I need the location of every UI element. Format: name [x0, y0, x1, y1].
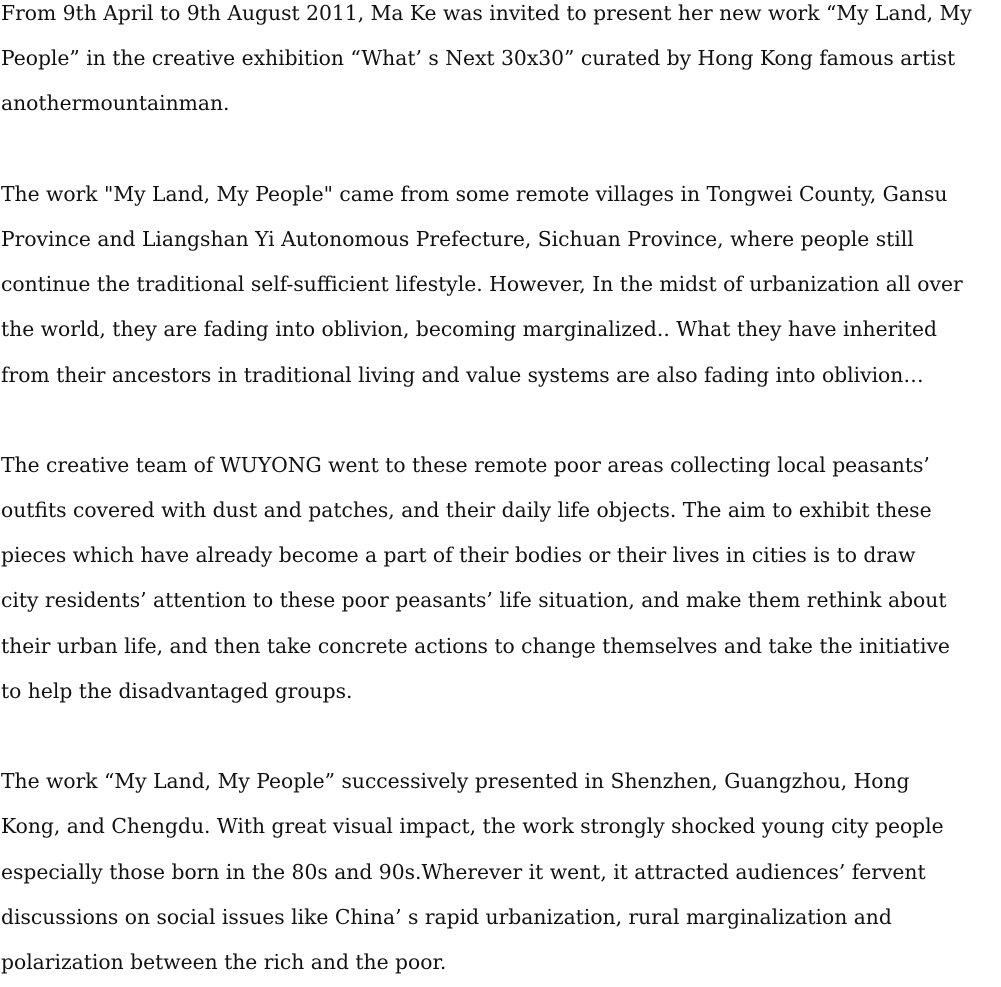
text-line: discussions on social issues like China’ s rapid urbanization, rural marginalization and	[1, 904, 892, 929]
paragraph-tour-impact	[1, 759, 1001, 985]
paragraph-work-origin	[1, 172, 1001, 398]
text-line: to help the disadvantaged groups.	[1, 678, 353, 703]
text-line: continue the traditional self-sufficient lifestyle. However, In the midst of urbanization all over	[1, 272, 963, 297]
text-line: From 9th April to 9th August 2011, Ma Ke was invited to present her new work “My Land, My	[1, 1, 972, 25]
text-line: polarization between the rich and the poor.	[1, 949, 447, 974]
text-line: outfits covered with dust and patches, and their daily life objects. The aim to exhibit these	[1, 498, 932, 523]
text-line: the world, they are fading into oblivion, becoming marginalized.. What they have inherited	[1, 317, 937, 342]
text-line: pieces which have already become a part of their bodies or their lives in cities is to draw	[1, 543, 916, 568]
text-line: Kong, and Chengdu. With great visual impact, the work strongly shocked young city people	[1, 814, 944, 839]
text-line: especially those born in the 80s and 90s.Wherever it went, it attracted audiences’ fervent	[1, 859, 926, 884]
text-line: The work "My Land, My People" came from some remote villages in Tongwei County, Gansu	[1, 181, 948, 206]
text-line: The work “My Land, My People” successively presented in Shenzhen, Guangzhou, Hong	[1, 769, 910, 794]
paragraph-exhibition-intro	[1, 0, 1001, 127]
paragraph-creative-team	[1, 443, 1001, 714]
text-line: anothermountainman.	[1, 91, 230, 116]
text-line: People” in the creative exhibition “What’ s Next 30x30” curated by Hong Kong famous artist	[1, 46, 956, 71]
text-line: their urban life, and then take concrete actions to change themselves and take the initiative	[1, 633, 950, 658]
text-line: from their ancestors in traditional living and value systems are also fading into oblivion…	[1, 362, 924, 387]
text-line: Province and Liangshan Yi Autonomous Prefecture, Sichuan Province, where people still	[1, 226, 914, 251]
text-line: city residents’ attention to these poor peasants’ life situation, and make them rethink about	[1, 588, 947, 613]
text-line: The creative team of WUYONG went to these remote poor areas collecting local peasants’	[1, 452, 930, 477]
